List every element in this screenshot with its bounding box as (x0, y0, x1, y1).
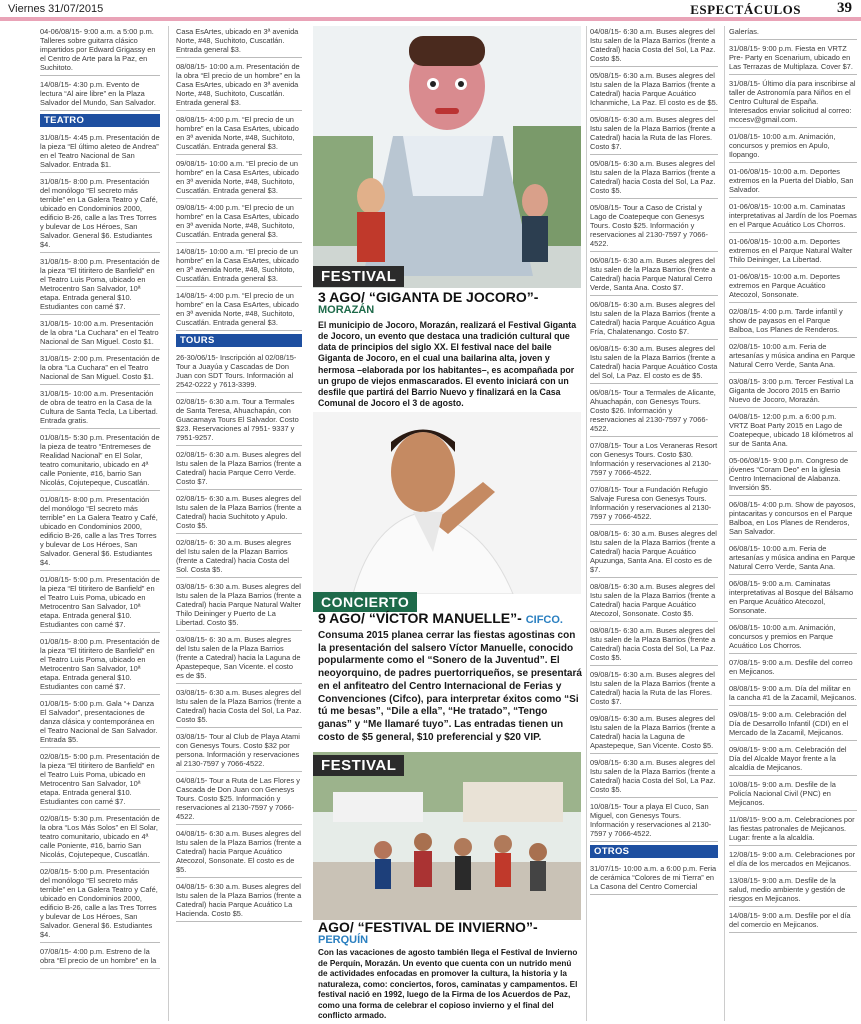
agenda-entry: 08/08/15- 10:00 a.m. Presentación de la obra “El precio de un hombre” en la Casa EsArtes, ubicado en 3ª avenida Norte, #48, Suchitoto, Cuscatlán. Entrada general $3. (176, 61, 302, 111)
section-header-otros: OTROS (590, 845, 718, 858)
agenda-entry: 02/08/15- 5:30 p.m. Presentación de la obra “Los Más Solos” en El Solar, teatro comunitario, ubicado en 4ª calle Poniente, #16, barrio San Nicolás, Cojutepeque, Cuscatlán. (40, 813, 160, 863)
agenda-entry: 04/08/15- 6:30 a.m. Buses alegres del Istu salen de la Plaza Barrios (frente a Catedral) hacia Parque Acuático La Hacienda. Costo $5. (176, 881, 302, 922)
agenda-entry: 05/08/15- Tour a Caso de Cristal y Lago de Coatepeque con Genesys Tours. Costo $25. Información y reservaciones al 2130-7597 y 7066-4522. (590, 202, 718, 252)
agenda-entry: 02/08/15- 5:00 p.m. Presentación de la pieza “El titiritero de Banfield” en el Teatro Luis Poma, ubicado en Metrocentro San Salvador, 10ª etapa. Entrada general $10. Estudiantes con carné $7. (40, 751, 160, 810)
agenda-entry: 11/08/15- 9:00 a.m. Celebraciones por las fiestas patronales de Mejicanos. Lugar: frente a la alcaldía. (729, 814, 857, 846)
agenda-entry: 01-06/08/15- 10:00 a.m. Deportes extremos en el Parque Natural Walter Thilo Deininger, La Libertad. (729, 236, 857, 268)
feature-victor-manuelle (318, 612, 582, 745)
agenda-entry: 01/08/15- 8:00 p.m. Presentación del monólogo “El secreto más terrible” en La Galera Teatro y Café, ubicado en Condominios 2000, edificio B-26, calle a las Tres Torres y bulevar de Los Héroes, San Salvador. General $6. Estudiantes $4. (40, 494, 160, 571)
section-header-tours: TOURS (176, 334, 302, 347)
agenda-entry: 09/08/15- 9:00 a.m. Celebración del Día de Desarrollo Infantil (CDI) en el Mercado de la Zacamil, Mejicanos. (729, 709, 857, 741)
giganta-illustration (313, 26, 581, 288)
header-section: ESPECTÁCULOS (690, 2, 801, 17)
agenda-entry: 31/08/15- Último día para inscribirse al taller de Astronomía para Niños en el Centro Cultural de España. Interesados enviar solicitud al correo: mccesv@gmail.com. (729, 78, 857, 128)
agenda-entry: 01/08/15- 5:30 p.m. Presentación de la pieza de teatro “Entremeses de Realidad Nacional” en El Solar, teatro comunitario, ubicado en 4ª calle Poniente, #16, barrio San Nicolás, Cojutepeque, Cuscatlán. (40, 432, 160, 491)
column-divider (586, 26, 587, 1021)
agenda-entry: 01/08/15- 5:00 p.m. Presentación de la pieza “El titiritero de Banfield” en el Teatro Luis Poma, ubicado en Metrocentro San Salvador, 10ª etapa. Entrada general $10. Estudiantes con carné $7. (40, 574, 160, 633)
agenda-entry: 07/08/15- Tour a Fundación Refugio Salvaje Furesa con Genesys Tours. Información y reservaciones al 2130-7597 y 7066-4522. (590, 484, 718, 525)
agenda-entry: 07/08/15- Tour a Los Veraneras Resort con Genesys Tours. Costo $30. Información y reservaciones al 2130-7597 y 7066-4522. (590, 440, 718, 481)
agenda-entry: 01-06/08/15- 10:00 a.m. Caminatas interpretativas al Jardín de los Poemas en el Parque Acuático Los Chorros. (729, 201, 857, 233)
agenda-entry: 03/08/15- 6:30 a.m. Buses alegres del Istu salen de la Plaza Barrios (frente a Catedral) hacia Parque Natural Walter Thilo Deininger y Puerto de La Libertad. Costo $5. (176, 581, 302, 631)
feature-invierno-place: PERQUÍN (318, 933, 369, 946)
agenda-entry: 01/08/15- 5:00 p.m. Gala “+ Danza El Salvador”, presentaciones de danza clásica y contemporánea en el Teatro Nacional de San Salvador. Entrada $5. (40, 698, 160, 748)
feature-victor-place: CIFCO. (525, 614, 563, 626)
agenda-entry: 01-06/08/15- 10:00 a.m. Deportes extremos en la Puerta del Diablo, San Salvador. (729, 166, 857, 198)
agenda-column-4 (590, 26, 718, 898)
agenda-entry: 31/07/15- 10:00 a.m. a 6:00 p.m. Feria de cerámica “Colores de mi Tierra” en La Casona del Centro Comercial (590, 863, 718, 895)
agenda-entry: Galerías. (729, 26, 857, 40)
agenda-entry: 06/08/15- 6:30 a.m. Buses alegres del Istu salen de la Plaza Barrios (frente a Catedral) hacia Parque Acuático Costa del Sol, La Paz. El costo es de $5. (590, 343, 718, 384)
agenda-entry: 02/08/15- 10:00 a.m. Feria de artesanías y música andina en Parque Natural Cerro Verde, Santa Ana. (729, 341, 857, 373)
agenda-entry: 04/08/15- 6:30 a.m. Buses alegres del Istu salen de la Plaza Barrios (frente a Catedral) hacia Costa del Sol, La Paz. Costo $5. (590, 26, 718, 67)
agenda-entry: 31/08/15- 9:00 p.m. Fiesta en VRTZ Pre- Party en Scenarium, ubicado en Las Terrazas de Multiplaza. Cover $7. (729, 43, 857, 75)
feature-invierno-body: Con las vacaciones de agosto también llega el Festival de Invierno de Perquín, Morazán. Un evento que cuenta con un nutrido menú de actividades enfocadas en promover la cultura, la historia y la naturaleza, como: conciertos, foros, caminatas y campamentos. El festival nació en 1992, luego de la Firma de los Acuerdos de Paz, como una forma de celebrar el copioso invierno y el final del conflicto armado. (318, 948, 578, 1020)
giganta-photo (313, 26, 581, 288)
agenda-entry: 31/08/15- 8:00 p.m. Presentación del monólogo “El secreto más terrible” en La Galera Teatro y Café, ubicado en Condominios 2000, edificio B-26, calle a las Tres Torres y bulevar de Los Héroes, San Salvador. General $6. Estudiantes $4. (40, 176, 160, 253)
agenda-entry: 14/08/15- 4:00 p.m. “El precio de un hombre” en la Casa EsArtes, ubicado en 3ª avenida Norte, #48, Suchitoto, Cuscatlán. Entrada general $3. (176, 290, 302, 331)
agenda-entry: 26-30/06/15- Inscripción al 02/08/15- Tour a Juayúa y Cascadas de Don Juan con SDT Tours. Información al 2542-0222 y 7613-3399. (176, 352, 302, 393)
column-divider (168, 26, 169, 1021)
festival-tag-2: FESTIVAL (313, 755, 404, 776)
agenda-entry: 06/08/15- 9:00 a.m. Caminatas interpretativas al Bosque del Bálsamo en Parque Acuático Atecozol, Sonsonate. (729, 578, 857, 619)
agenda-entry: 08/08/15- 4:00 p.m. “El precio de un hombre” en la Casa EsArtes, ubicado en 3ª avenida Norte, #48, Suchitoto, Cuscatlán. Entrada general $3. (176, 114, 302, 155)
agenda-entry: 06/08/15- 4:00 p.m. Show de payosos, pintacaritas y concursos en el Parque Balboa, en Los Planes de Renderos, San Salvador. (729, 499, 857, 540)
singer-illustration (313, 412, 581, 594)
agenda-entry: 31/08/15- 8:00 p.m. Presentación de la pieza “El titiritero de Banfield” en el Teatro Luis Poma, ubicado en Metrocentro San Salvador, 10ª etapa. Entrada general $10. Estudiantes con carné $7. (40, 256, 160, 315)
agenda-entry: 03/08/15- 6:30 a.m. Buses alegres del Istu salen de la Plaza Barrios (frente a Catedral) hacia Costa del Sol, La Paz. Costo $5. (176, 687, 302, 728)
feature-victor-body: Consuma 2015 planea cerrar las fiestas agostinas con la presentación del salsero Víctor Manuelle, conocido popularmente como el “Sonero de la Juventud”. El neoyorquino, de padres puertorriqueños, se presentará en el anfiteatro del Centro Internacional de Ferias y Convenciones (Cifco), para interpretar éxitos como “Si tú me besas”, “Dile a ella”, “He tratado”, “Tengo ganas” y “Me llamaré tuyo”. Las entradas tienen un costo de $5 general, $10 preferencial y $20 VIP. (318, 629, 582, 743)
agenda-entry: 06/08/15- 6:30 a.m. Buses alegres del Istu salen de la Plaza Barrios (frente a Catedral) hacia Parque Natural Cerro Verde, Santa Ana. Costo $7. (590, 255, 718, 296)
agenda-entry: 08/08/15- 9:00 a.m. Día del militar en la cancha #1 de la Zacamil, Mejicanos. (729, 683, 857, 706)
agenda-entry: 10/08/15- 9:00 a.m. Desfile de la Policía Nacional Civil (PNC) en Mejicanos. (729, 779, 857, 811)
feature-invierno-title: AGO/ “FESTIVAL DE INVIERNO”- PERQUÍN (318, 919, 538, 946)
agenda-entry: 01-06/08/15- 10:00 a.m. Deportes extremos en Parque Acuático Atecozol, Sonsonate. (729, 271, 857, 303)
agenda-entry: 06/08/15- 10:00 a.m. Feria de artesanías y música andina en Parque Natural Cerro Verde, Santa Ana. (729, 543, 857, 575)
agenda-entry: 04/08/15- 12:00 p.m. a 6:00 p.m. VRTZ Boat Party 2015 en Lago de Coatepeque, ubicado 18 kilómetros al sur de Santa Ana. (729, 411, 857, 452)
agenda-entry: 03/08/15- Tour al Club de Playa Atami con Genesys Tours. Costo $32 por persona. Información y reservaciones al 2130-7597 y 7066-4522. (176, 731, 302, 772)
agenda-entry: 10/08/15- Tour a playa El Cuco, San Miguel, con Genesys Tours. Información y reservaciones al 2130-7597 y 7066-4522. (590, 801, 718, 842)
agenda-entry: 01/08/15- 10:00 a.m. Animación, concursos y premios en Apulo, Ilopango. (729, 131, 857, 163)
column-divider (724, 26, 725, 1021)
agenda-entry: 02/08/15- 5:00 p.m. Presentación del monólogo “El secreto más terrible” en La Galera Teatro y Café, ubicado en Condominios 2000, edificio B-26, calle a las Tres Torres y bulevar de Los Héroes, San Salvador. General $6. Estudiantes $4. (40, 866, 160, 943)
agenda-entry: 09/08/15- 10:00 a.m. “El precio de un hombre” en la Casa EsArtes, ubicado en 3ª avenida Norte, #48, Suchitoto, Cuscatlán. Entrada general $3. (176, 158, 302, 199)
agenda-entry: 03/08/15- 3:00 p.m. Tercer Festival La Giganta de Jocoro 2015 en Barrio Nuevo de Jocoro, Morazán. (729, 376, 857, 408)
agenda-entry: 02/08/15- 6:30 a.m. Tour a Termales de Santa Teresa, Ahuachapán, con Guacamaya Tours El Salvador. Costo $23. Reservaciones al 7951- 9337 y 7951-9257. (176, 396, 302, 446)
feature-giganta-title: 3 AGO/ “GIGANTA DE JOCORO”- MORAZÁN (318, 289, 539, 317)
agenda-entry: 06/08/15- 10:00 a.m. Animación, concursos y premios en Parque Acuático Los Chorros. (729, 622, 857, 654)
agenda-entry: 09/08/15- 6:30 a.m. Buses alegres del Istu salen de la Plaza Barrios (frente a Catedral) hacia Costa del Sol, La Paz. Costo $5. (590, 757, 718, 798)
agenda-entry: 12/08/15- 9:00 a.m. Celebraciones por el día de los mercados en Mejicanos. (729, 849, 857, 872)
agenda-entry: Casa EsArtes, ubicado en 3ª avenida Norte, #48, Suchitoto, Cuscatlán. Entrada general $3. (176, 26, 302, 58)
agenda-column-2 (176, 26, 302, 925)
agenda-entry: 05/08/15- 6:30 a.m. Buses alegres del Istu salen de la Plaza Barrios (frente a Catedral) hacia Parque Acuático Ichanmiche, La Paz. El costo es de $5. (590, 70, 718, 111)
agenda-entry: 02/08/15- 4:00 p.m. Tarde infantil y show de payasos en el Parque Balboa, Los Planes de Renderos. (729, 306, 857, 338)
agenda-entry: 14/08/15- 10:00 a.m. “El precio de un hombre” en la Casa EsArtes, ubicado en 3ª avenida Norte, #48, Suchitoto, Cuscatlán. Entrada general $3. (176, 246, 302, 287)
agenda-entry: 07/08/15- 9:00 a.m. Desfile del correo en Mejicanos. (729, 657, 857, 680)
agenda-entry: 05/08/15- 6:30 a.m. Buses alegres del Istu salen de la Plaza Barrios (frente a Catedral) hacia Costa del Sol, La Paz. Costo $5. (590, 158, 718, 199)
agenda-entry: 08/08/15- 6:30 a.m. Buses alegres del Istu salen de la Plaza Barrios (frente a Catedral) hacia Parque Acuático Atecozol, Sonsonate. Costo $5. (590, 581, 718, 622)
agenda-entry: 09/08/15- 6:30 a.m. Buses alegres del Istu salen de la Plaza Barrios (frente a Catedral) hacia la Laguna de Apastepeque, San Vicente. Costo $5. (590, 713, 718, 754)
agenda-column-5 (729, 26, 857, 936)
agenda-entry: 14/08/15- 4:30 p.m. Evento de lectura “Al aire libre” en la Plaza Salvador del Mundo, San Salvador. (40, 79, 160, 111)
agenda-entry: 07/08/15- 4:00 p.m. Estreno de la obra “El precio de un hombre” en la (40, 946, 160, 969)
agenda-entry: 01/08/15- 8:00 p.m. Presentación de la pieza “El titiritero de Banfield” en el Teatro Luis Poma, ubicado en Metrocentro San Salvador, 10ª etapa. Entrada general $10. Estudiantes con carné $7. (40, 636, 160, 695)
header-band (0, 17, 861, 21)
agenda-entry: 13/08/15- 9:00 a.m. Desfile de la salud, medio ambiente y gestión de riesgos en Mejicanos. (729, 875, 857, 907)
agenda-entry: 02/08/15- 6:30 a.m. Buses alegres del Istu salen de la Plaza Barrios (frente a Catedral) hacia Suchitoto y Apulo. Costo $5. (176, 493, 302, 534)
agenda-entry: 06/08/15- Tour a Termales de Alicante, Ahuachapán, con Genesys Tours. Costo $26. Información y reservaciones al 2130-7597 y 7066-4522. (590, 387, 718, 437)
agenda-entry: 31/08/15- 10:00 a.m. Presentación de obra de teatro en la Casa de la Cultura de Santa Tecla, La Libertad. Entrada gratis. (40, 388, 160, 429)
agenda-entry: 08/08/15- 6:30 a.m. Buses alegres del Istu salen de la Plaza Barrios (frente a Catedral) hacia Costa del Sol, La Paz. Costo $5. (590, 625, 718, 666)
feature-festival-invierno (318, 919, 582, 1022)
agenda-column-1 (40, 26, 160, 972)
agenda-entry: 04-06/08/15- 9:00 a.m. a 5:00 p.m. Talleres sobre guitarra clásico impartidos por Edward Grigassy en el Centro de Arte para la Paz, en Suchitoto. (40, 26, 160, 76)
agenda-entry: 31/08/15- 10:00 a.m. Presentación de la obra “La Cuchara” en el Teatro Nacional de San Miguel. Costo $1. (40, 318, 160, 350)
header-date: Viernes 31/07/2015 (8, 3, 104, 15)
feature-giganta-place: MORAZÁN (318, 304, 375, 317)
agenda-entry: 31/08/15- 2:00 p.m. Presentación de la obra “La Cuchara” en el Teatro Nacional de San Miguel. Costo $1. (40, 353, 160, 385)
agenda-entry: 06/08/15- 6:30 a.m. Buses alegres del Istu salen de la Plaza Barrios (frente a Catedral) hacia Parque Acuático Agua Fría, Chalatenango. Costo $7. (590, 299, 718, 340)
festival-tag-1: FESTIVAL (313, 266, 404, 287)
concierto-tag: CONCIERTO (313, 592, 417, 612)
agenda-entry: 04/08/15- Tour a Ruta de Las Flores y Cascada de Don Juan con Genesys Tours. Costo $25. Información y reservaciones al 2130-7597 y 7066-4522. (176, 775, 302, 825)
agenda-entry: 31/08/15- 4:45 p.m. Presentación de la pieza “El último aleteo de Andrea” en el Teatro Nacional de San Salvador. Entrada $1. (40, 132, 160, 173)
agenda-entry: 09/08/15- 6:30 a.m. Buses alegres del Istu salen de la Plaza Barrios (frente a Catedral) hacia la Ruta de las Flores. Costo $7. (590, 669, 718, 710)
agenda-entry: 08/08/15- 6: 30 a.m. Buses alegres del Istu salen de la Plaza Barrios (frente a Catedral) hacia Parque Acuático Apuzunga, Santa Ana. El costo es de $7. (590, 528, 718, 578)
agenda-entry: 02/08/15- 6: 30 a.m. Buses alegres del Istu salen de la Plazan Barrios (frente a Catedral) hacia Costa del Sol. Costa $5. (176, 537, 302, 578)
page-header (0, 0, 861, 20)
agenda-entry: 05/08/15- 6:30 a.m. Buses alegres del Istu salen de la Plaza Barrios (frente a Catedral) hacia la Ruta de las Flores. Costo $7. (590, 114, 718, 155)
feature-victor-title: 9 AGO/ “VÍCTOR MANUELLE”- CIFCO. (318, 610, 563, 626)
header-page-number: 39 (837, 0, 852, 16)
festival-invierno-photo (313, 752, 581, 920)
agenda-entry: 14/08/15- 9:00 a.m. Desfile por el día del comercio en Mejicanos. (729, 910, 857, 933)
festival-invierno-illustration (313, 752, 581, 920)
agenda-entry: 05-06/08/15- 9:00 p.m. Congreso de jóvenes “Coram Deo” en la iglesia Centro Internacional de Alabanza. Inversión $5. (729, 455, 857, 496)
agenda-entry: 09/08/15- 4:00 p.m. “El precio de un hombre” en la Casa EsArtes, ubicado en 3ª avenida Norte, #48, Suchitoto, Cuscatlán. Entrada general $3. (176, 202, 302, 243)
agenda-entry: 09/08/15- 9:00 a.m. Celebración del Día del Alcalde Mayor frente a la alcaldía de Mejicanos. (729, 744, 857, 776)
feature-giganta (318, 289, 582, 410)
feature-giganta-body: El municipio de Jocoro, Morazán, realizará el Festival Giganta de Jocoro, un evento que destaca una tradición cultural que data de principios del siglo XX. El festival nace del baile Giganta de Jocoro, en el cual una bailarina alta, joven y hermosa –elaborada por los habitantes–, es acompañada por un grupo de viejos enmascarados. El evento iniciará con un desfile que partirá del Barrio Nuevo y finalizará en la Casa Comunal de Jocoro el 3 de agosto. (318, 319, 577, 409)
agenda-entry: 03/08/15- 6: 30 a.m. Buses alegres del Istu salen de la Plaza Barrios (frente a Catedral) hacia la Laguna de Apastepeque, San Vicente. el costo es de $5. (176, 634, 302, 684)
victor-manuelle-photo (313, 412, 581, 594)
section-header-teatro: TEATRO (40, 114, 160, 127)
agenda-entry: 02/08/15- 6:30 a.m. Buses alegres del Istu salen de la Plaza Barrios (frente a Catedral) hacia Parque Cerro Verde. Costo $7. (176, 449, 302, 490)
agenda-entry: 04/08/15- 6:30 a.m. Buses alegres del Istu salen de la Plaza Barrios (frente a Catedral) hacia Parque Acuático Atecozol, Sonsonate. El costo es de $5. (176, 828, 302, 878)
